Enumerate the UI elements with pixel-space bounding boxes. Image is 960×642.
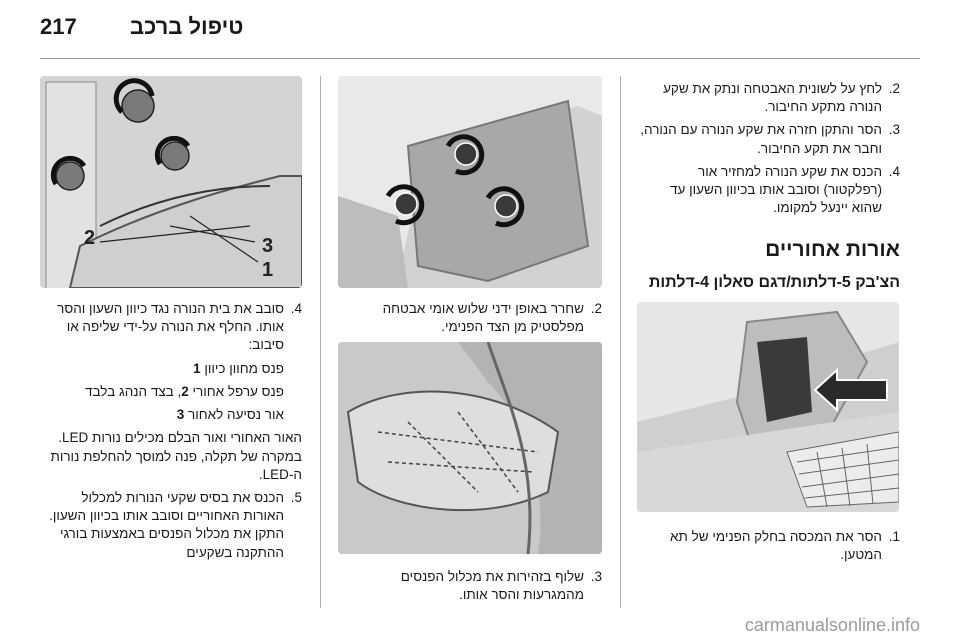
middle-step-2: [338, 300, 602, 336]
right-step-2: [636, 80, 900, 116]
left-step-5: [40, 489, 302, 562]
bulb-holders-photo: [40, 76, 302, 288]
callout-label-1: 1: [262, 259, 274, 281]
header-title: טיפול ברכב: [130, 14, 244, 39]
watermark: carmanualsonline.info: [744, 615, 920, 635]
column-divider-right: [620, 76, 621, 608]
legend-number: 3: [176, 407, 185, 423]
step-text: הסר והתקן חזרה את שקע הנורה עם הנורה, וחבר את תקע החיבור.: [640, 122, 882, 156]
step-number: 5.: [290, 489, 302, 505]
legend-number: 2: [181, 383, 189, 399]
trunk-cover-photo: [637, 302, 899, 512]
step-number: 3.: [888, 122, 900, 138]
callout-label-2: 2: [84, 227, 96, 249]
right-column-bottom: [636, 528, 900, 569]
step-number: 2.: [888, 81, 900, 96]
step-text: הכנס את בסיס שקעי הנורות למכלול האורות האחוריים וסובב אותו בכיוון השעון. התקן את מכלול הפנסים באמצעות בורגי ההתקנה בשקעים: [49, 489, 284, 560]
light-assembly-photo: [338, 342, 602, 554]
middle-column-top: [338, 300, 602, 341]
step-text: שלוף בזהירות את מכלול הפנסים מהמגרעות והסר אותו.: [400, 569, 584, 603]
step-text: הכנס את שקע הנורה למחזיר אור (רפלקטור) וסובב אותו בכיוון השעון עד שהוא יינעל למקומו.: [670, 163, 882, 216]
middle-column-bottom: [338, 568, 602, 609]
legend-item-3: [40, 406, 302, 424]
legend-text: פנס ערפל אחורי: [188, 383, 284, 399]
right-step-4: [636, 163, 900, 218]
left-column: [40, 300, 302, 567]
callout-label-3: 3: [262, 235, 274, 257]
step-number: 1.: [888, 529, 900, 544]
legend-item-1: [40, 360, 302, 378]
step-text: שחרר באופן ידני שלוש אומי אבטחה מפלסטיק מן הצד הפנימי.: [382, 301, 584, 335]
step-number: 4.: [888, 163, 900, 179]
legend-text: פנס מחוון כיוון: [200, 360, 284, 376]
legend-suffix: , בצד הנהג בלבד: [85, 383, 182, 399]
step-text: לחץ על לשונית האבטחה ונתק את שקע הנורה מתקע החיבור.: [663, 81, 882, 115]
right-step-3: [636, 121, 900, 157]
step-number: 3.: [590, 569, 602, 584]
legend-number: 1: [193, 360, 201, 376]
middle-step-3: [338, 568, 602, 604]
left-step-4: [40, 300, 302, 355]
step-text: סובב את בית הנורה נגד כיוון השעון והסר אותו. החלף את הנורה על-ידי שליפה או סיבוב:: [57, 301, 284, 353]
led-note: האור האחורי ואור הבלם מכילים נורות LED. במקרה של תקלה, פנה למוסך להחלפת נורות ה-LED.: [50, 430, 302, 482]
column-divider-left: [320, 76, 321, 608]
right-column: [636, 80, 900, 303]
legend-item-2: [40, 383, 302, 401]
legend-text: אור נסיעה לאחור: [184, 407, 284, 423]
step-text: הסר את המכסה בחלק הפנימי של תא המטען.: [670, 529, 882, 563]
step-number: 2.: [590, 301, 602, 316]
section-heading: אורות אחוריים: [765, 237, 900, 261]
wing-nuts-photo: [338, 76, 602, 288]
header-rule: [40, 58, 920, 59]
step-number: 4.: [290, 301, 302, 316]
right-step-1: [636, 528, 900, 564]
section-subheading: הצ'בק 5-דלתות/דגם סאלון 4-דלתות: [648, 273, 900, 291]
page-number: 217: [40, 14, 77, 39]
page-header: [40, 14, 920, 48]
